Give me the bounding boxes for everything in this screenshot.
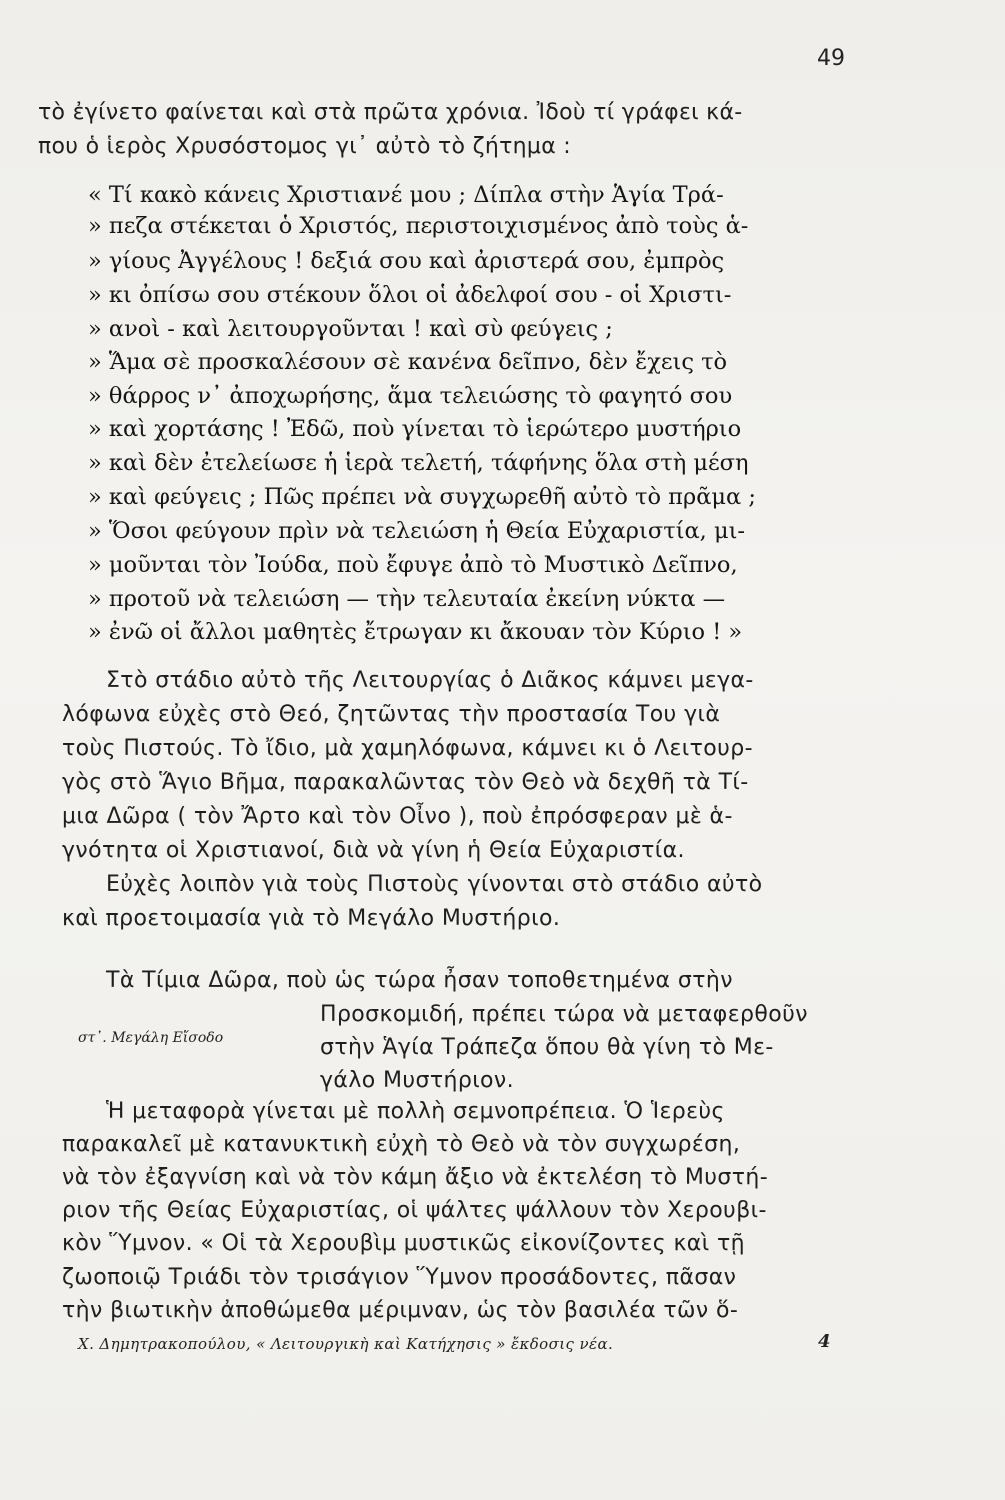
quote-line: « Τί κακὸ κάνεις Χριστιανέ μου ; Δίπλα στὴν Ἁγία Τρά- bbox=[88, 182, 724, 208]
quote-line: » θάρρος ν᾽ ἀποχωρήσης, ἅμα τελειώσης τὸ φαγητό σου bbox=[88, 383, 733, 409]
text-line: στὴν Ἁγία Τράπεζα ὅπου θὰ γίνη τὸ Με- bbox=[320, 1035, 774, 1060]
quote-line: » ἐνῶ οἱ ἄλλοι μαθητὲς ἔτρωγαν κι ἄκουαν τὸν Κύριο ! » bbox=[88, 619, 743, 645]
footer-citation: Χ. Δημητρακοπούλου, « Λειτουργικὴ καὶ Κατήχησις » ἔκδοσις νέα. bbox=[78, 1335, 614, 1353]
text-line: ζωοποιῷ Τριάδι τὸν τρισάγιον Ὕμνον προσάδοντες, πᾶσαν bbox=[62, 1265, 737, 1290]
quote-line: » ανοὶ - καὶ λειτουργοῦνται ! καὶ σὺ φεύγεις ; bbox=[88, 316, 613, 342]
text-line: τοὺς Πιστούς. Τὸ ἴδιο, μὰ χαμηλόφωνα, κάμνει κι ὁ Λειτουρ- bbox=[62, 736, 753, 761]
quote-line: » Ἅμα σὲ προσκαλέσουν σὲ κανένα δεῖπνο, δὲν ἔχεις τὸ bbox=[88, 349, 728, 375]
margin-heading: στ᾽. Μεγάλη Εἴσοδο bbox=[78, 1030, 224, 1046]
quote-line: » πεζα στέκεται ὁ Χριστός, περιστοιχισμένος ἀπὸ τοὺς ἁ- bbox=[88, 213, 749, 239]
text-line: Εὐχὲς λοιπὸν γιὰ τοὺς Πιστοὺς γίνονται στὸ στάδιο αὐτὸ bbox=[106, 872, 763, 897]
text-line: Τὰ Τίμια Δῶρα, ποὺ ὡς τώρα ἦσαν τοποθετημένα στὴν bbox=[106, 968, 733, 993]
text-line: μια Δῶρα ( τὸν Ἄρτο καὶ τὸν Οἶνο ), ποὺ ἐπρόσφεραν μὲ ἁ- bbox=[62, 804, 733, 829]
text-line: νὰ τὸν ἐξαγνίση καὶ νὰ τὸν κάμη ἄξιο νὰ ἐκτελέση τὸ Μυστή- bbox=[62, 1165, 769, 1190]
text-line: Ἡ μεταφορὰ γίνεται μὲ πολλὴ σεμνοπρέπεια. Ὁ Ἱερεὺς bbox=[106, 1099, 725, 1124]
quote-line: » καὶ δὲν ἐτελείωσε ἡ ἱερὰ τελετή, τάφήνης ὅλα στὴ μέση bbox=[88, 450, 749, 476]
text-line: γὸς στὸ Ἅγιο Βῆμα, παρακαλῶντας τὸν Θεὸ νὰ δεχθῆ τὰ Τί- bbox=[62, 770, 749, 795]
quote-line: » μοῦνται τὸν Ἰούδα, ποὺ ἔφυγε ἀπὸ τὸ Μυστικὸ Δεῖπνο, bbox=[88, 552, 738, 578]
text-line: τὸ ἐγίνετο φαίνεται καὶ στὰ πρῶτα χρόνια. Ἰδοὺ τί γράφει κά- bbox=[38, 100, 743, 125]
text-line: γνότητα οἱ Χριστιανοί, διὰ νὰ γίνη ἡ Θεία Εὐχαριστία. bbox=[62, 838, 685, 863]
quote-line: » κι ὀπίσω σου στέκουν ὅλοι οἱ ἀδελφοί σου - οἱ Χριστι- bbox=[88, 282, 732, 308]
signature-mark: 4 bbox=[818, 1331, 831, 1352]
text-line: ριον τῆς Θείας Εὐχαριστίας, οἱ ψάλτες ψάλλουν τὸν Χερουβι- bbox=[62, 1198, 767, 1223]
quote-line: » καὶ χορτάσης ! Ἐδῶ, ποὺ γίνεται τὸ ἱερώτερο μυστήριο bbox=[88, 416, 742, 442]
page-number: 49 bbox=[817, 46, 845, 71]
text-line: γάλο Μυστήριον. bbox=[320, 1068, 514, 1093]
text-line: που ὁ ἱερὸς Χρυσόστομος γι᾽ αὐτὸ τὸ ζήτημα : bbox=[38, 134, 572, 159]
text-line: τὴν βιωτικὴν ἀποθώμεθα μέριμναν, ὡς τὸν βασιλέα τῶν ὅ- bbox=[62, 1298, 739, 1323]
text-line: παρακαλεῖ μὲ κατανυκτικὴ εὐχὴ τὸ Θεὸ νὰ τὸν συγχωρέση, bbox=[62, 1132, 741, 1157]
text-line: κὸν Ὕμνον. « Οἱ τὰ Χερουβὶμ μυστικῶς εἰκονίζοντες καὶ τῇ bbox=[62, 1231, 745, 1256]
quote-line: » γίους Ἀγγέλους ! δεξιά σου καὶ ἀριστερά σου, ἐμπρὸς bbox=[88, 248, 725, 274]
text-line: λόφωνα εὐχὲς στὸ Θεό, ζητῶντας τὴν προστασία Του γιὰ bbox=[62, 702, 721, 727]
text-line: καὶ προετοιμασία γιὰ τὸ Μεγάλο Μυστήριο. bbox=[62, 906, 561, 931]
quote-line: » Ὅσοι φεύγουν πρὶν νὰ τελειώση ἡ Θεία Εὐχαριστία, μι- bbox=[88, 518, 746, 544]
text-line: Προσκομιδή, πρέπει τώρα νὰ μεταφερθοῦν bbox=[320, 1002, 808, 1027]
text-line: Στὸ στάδιο αὐτὸ τῆς Λειτουργίας ὁ Διᾶκος κάμνει μεγα- bbox=[106, 668, 754, 693]
quote-line: » καὶ φεύγεις ; Πῶς πρέπει νὰ συγχωρεθῆ αὐτὸ τὸ πρᾶμα ; bbox=[88, 484, 756, 510]
quote-line: » προτοῦ νὰ τελειώση — τὴν τελευταία ἐκείνη νύκτα — bbox=[88, 586, 726, 612]
